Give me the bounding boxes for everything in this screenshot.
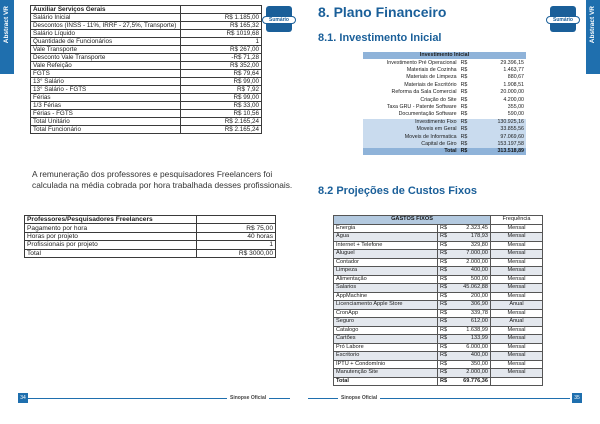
item-value: 97.069,60 [481, 133, 526, 140]
table-row [31, 102, 262, 110]
table-row [31, 22, 262, 30]
cost-frequency: Mensal [491, 258, 543, 267]
row-value: R$ 267,00 [181, 46, 262, 54]
row-label: Salário Inicial [31, 14, 181, 22]
row-value: R$ 33,00 [181, 102, 262, 110]
cost-value: 350,00 [452, 360, 491, 369]
currency: R$ [438, 360, 452, 369]
row-value: R$ 3000,00 [197, 249, 276, 257]
table-row [334, 258, 543, 267]
row-label: Total Unitário [31, 118, 181, 126]
row-value: R$ 99,00 [181, 78, 262, 86]
currency: R$ [459, 148, 481, 155]
table-row [31, 54, 262, 62]
table-row [363, 141, 526, 148]
table-row [334, 250, 543, 259]
row-label: Professores/Pesquisadores Freelancers [25, 216, 197, 224]
item-value: 130.925,16 [481, 119, 526, 126]
cost-value: 1.638,99 [452, 326, 491, 335]
row-label: Vale Transporte [31, 46, 181, 54]
table-row [31, 62, 262, 70]
item-name: Materiais de Escritório [404, 81, 457, 88]
cost-frequency: Mensal [491, 309, 543, 318]
item-value: 313.518,89 [481, 148, 526, 155]
row-label: 1/3 Férias [31, 102, 181, 110]
item-name: Investimento Pré Operacional [386, 59, 457, 66]
table-row [334, 292, 543, 301]
table-row [334, 284, 543, 293]
item-value: 1.908,51 [503, 81, 524, 88]
cost-value: 178,93 [452, 233, 491, 242]
item-value: 1.463,77 [503, 67, 524, 74]
cost-frequency: Mensal [491, 326, 543, 335]
table-header: GASTOS FIXOS [334, 216, 491, 225]
currency: R$ [438, 224, 452, 233]
left-footer [0, 393, 300, 405]
row-label: Vale Refeição [31, 62, 181, 70]
currency: R$ [460, 59, 468, 66]
item-name: Moveis em Geral [363, 126, 459, 133]
table-row [334, 275, 543, 284]
cost-name: Escritorio [334, 352, 438, 361]
currency: R$ [459, 141, 481, 148]
side-tab-label: Abstract VR [589, 6, 596, 44]
table-row [31, 86, 262, 94]
cost-value: 2.323,45 [452, 224, 491, 233]
currency: R$ [438, 335, 452, 344]
cost-value: 2.000,00 [452, 258, 491, 267]
currency: R$ [438, 241, 452, 250]
row-label: Total Funcionário [31, 126, 181, 134]
currency: R$ [438, 267, 452, 276]
table-row [31, 78, 262, 86]
currency: R$ [438, 250, 452, 259]
table-row [31, 126, 262, 134]
row-value: R$ 1.185,00 [181, 14, 262, 22]
cost-frequency: Anual [491, 318, 543, 327]
cost-name: CronApp [334, 309, 438, 318]
table-row [25, 249, 276, 257]
row-value: R$ 7,92 [181, 86, 262, 94]
table-row [31, 110, 262, 118]
cost-value: 400,00 [452, 352, 491, 361]
row-value [197, 216, 276, 224]
table-row [334, 335, 543, 344]
cost-name: Internet + Telefone [334, 241, 438, 250]
cost-frequency: Mensal [491, 267, 543, 276]
currency: R$ [460, 67, 468, 74]
currency: R$ [438, 258, 452, 267]
cost-value: 200,00 [452, 292, 491, 301]
item-value: 153.197,58 [481, 141, 526, 148]
cost-value: 6.000,00 [452, 343, 491, 352]
table-row [334, 318, 543, 327]
cost-value: 45.062,88 [452, 284, 491, 293]
row-label: Descontos (INSS - 11%, IRRF - 27,5%, Transporte) [31, 22, 181, 30]
cost-name: Pró Labore [334, 343, 438, 352]
table-row [31, 6, 262, 14]
item-value: 20.000,00 [500, 89, 524, 96]
cost-name: AppMachine [334, 292, 438, 301]
row-value [181, 6, 262, 14]
currency: R$ [438, 318, 452, 327]
row-value: R$ 165,32 [181, 22, 262, 30]
cost-frequency [491, 377, 543, 386]
cost-frequency: Mensal [491, 250, 543, 259]
cost-frequency: Mensal [491, 275, 543, 284]
item-value: 355,00 [507, 104, 524, 111]
summary-button[interactable] [550, 6, 576, 32]
row-label: 13° Salário - FGTS [31, 86, 181, 94]
currency: R$ [438, 377, 452, 386]
table-row [334, 343, 543, 352]
row-value: R$ 352,00 [181, 62, 262, 70]
table-row [25, 216, 276, 224]
cost-frequency: Mensal [491, 292, 543, 301]
row-value: R$ 10,56 [181, 110, 262, 118]
cost-value: 339,78 [452, 309, 491, 318]
cost-frequency: Mensal [491, 284, 543, 293]
currency: R$ [438, 309, 452, 318]
item-name: Moveis de Informatica [363, 133, 459, 140]
item-name: Investimento Fixo [363, 119, 459, 126]
table-row [334, 326, 543, 335]
right-footer [300, 393, 600, 405]
cost-name: Catalogo [334, 326, 438, 335]
fixed-costs-table [333, 215, 543, 386]
side-tab [586, 0, 600, 74]
side-tab [0, 0, 14, 74]
item-value: 880,67 [507, 74, 524, 81]
currency: R$ [438, 326, 452, 335]
row-label: Férias - FGTS [31, 110, 181, 118]
cost-name: Salarios [334, 284, 438, 293]
table-row [363, 59, 526, 66]
page-number: 35 [572, 393, 582, 403]
row-label: Salário Líquido [31, 30, 181, 38]
table-row [25, 241, 276, 249]
cost-value: 329,80 [452, 241, 491, 250]
table-row [31, 30, 262, 38]
cost-name: Limpeza [334, 267, 438, 276]
currency: R$ [438, 292, 452, 301]
table-row [363, 111, 526, 118]
row-value: R$ 79,64 [181, 70, 262, 78]
table-row [334, 233, 543, 242]
row-value: R$ 2.165,24 [181, 118, 262, 126]
cost-name: Energia [334, 224, 438, 233]
currency: R$ [460, 96, 468, 103]
item-value: 4.200,00 [503, 96, 524, 103]
currency: R$ [438, 233, 452, 242]
table-row [31, 118, 262, 126]
cost-frequency: Mensal [491, 233, 543, 242]
currency: R$ [438, 343, 452, 352]
currency: R$ [459, 133, 481, 140]
row-value: R$ 1019,68 [181, 30, 262, 38]
row-label: Horas por projeto [25, 232, 197, 240]
row-value: 1 [197, 241, 276, 249]
item-name: Capital de Giro [363, 141, 459, 148]
side-tab-label: Abstract VR [3, 6, 10, 44]
currency: R$ [438, 275, 452, 284]
row-value: -R$ 71,28 [181, 54, 262, 62]
currency: R$ [459, 119, 481, 126]
row-value: R$ 99,00 [181, 94, 262, 102]
cost-value: 306,90 [452, 301, 491, 310]
table-row [31, 14, 262, 22]
cost-name: Cartões [334, 335, 438, 344]
table-header: Investimento Inicial [363, 52, 526, 59]
cost-frequency: Mensal [491, 335, 543, 344]
cost-name: IPTU + Condomínio [334, 360, 438, 369]
table-row [363, 119, 526, 126]
item-name: Materiais de Limpeza [406, 74, 457, 81]
table-row [363, 104, 526, 111]
table-row [363, 126, 526, 133]
currency: R$ [438, 301, 452, 310]
row-label: Desconto Vale Transporte [31, 54, 181, 62]
freelancers-table [24, 215, 276, 258]
table-row [363, 96, 526, 103]
table-row [363, 74, 526, 81]
row-label: 13° Salário [31, 78, 181, 86]
table-row [363, 148, 526, 155]
cost-name: Contador [334, 258, 438, 267]
table-row [31, 70, 262, 78]
auxiliar-servicos-table [30, 5, 262, 134]
table-row [31, 94, 262, 102]
cost-value: 400,00 [452, 267, 491, 276]
item-value: 33.855,56 [481, 126, 526, 133]
item-name: Reforma da Sala Comercial [391, 89, 457, 96]
item-name: Criação do Site [420, 96, 457, 103]
table-row [363, 133, 526, 140]
cost-name: Manutenção Site [334, 369, 438, 378]
currency: R$ [438, 284, 452, 293]
row-label: Quantidade de Funcionários [31, 38, 181, 46]
table-row [363, 82, 526, 89]
cost-name: Seguro [334, 318, 438, 327]
cost-frequency: Mensal [491, 241, 543, 250]
row-label: Total [25, 249, 197, 257]
initial-investment-table [363, 52, 526, 155]
section-heading-investment: 8.1. Investimento Inicial [318, 32, 442, 44]
summary-label: Sumário [262, 16, 296, 24]
summary-label: Sumário [546, 16, 580, 24]
table-row [334, 267, 543, 276]
row-value: R$ 2.165,24 [181, 126, 262, 134]
cost-value: 500,00 [452, 275, 491, 284]
table-row [25, 232, 276, 240]
cost-frequency: Mensal [491, 369, 543, 378]
table-row [334, 309, 543, 318]
cost-name: Total [334, 377, 438, 386]
currency: R$ [460, 89, 468, 96]
remuneration-paragraph: A remuneração dos professores e pesquisadores Freelancers foi calculada na média cobrada por hora trabalhada desses profissionais. [32, 169, 293, 190]
cost-value: 7.000,00 [452, 250, 491, 259]
footer-title: Sinopse Oficial [227, 395, 269, 401]
section-heading-fixed-costs: 8.2 Projeções de Custos Fixos [318, 185, 477, 197]
item-name: Taxa GRU - Patente Software [386, 104, 457, 111]
currency: R$ [460, 74, 468, 81]
cost-frequency: Mensal [491, 352, 543, 361]
table-row [334, 224, 543, 233]
item-value: 590,00 [507, 111, 524, 118]
table-row [363, 67, 526, 74]
cost-frequency: Mensal [491, 360, 543, 369]
table-row [334, 360, 543, 369]
summary-button[interactable] [266, 6, 292, 32]
table-row [334, 301, 543, 310]
cost-frequency: Anual [491, 301, 543, 310]
currency: R$ [438, 369, 452, 378]
currency: R$ [438, 352, 452, 361]
cost-value: 2.000,00 [452, 369, 491, 378]
footer-title: Sinopse Oficial [338, 395, 380, 401]
table-row [334, 241, 543, 250]
row-label: FGTS [31, 70, 181, 78]
page-number: 34 [18, 393, 28, 403]
cost-value: 69.776,36 [452, 377, 491, 386]
table-row [25, 224, 276, 232]
table-row [334, 352, 543, 361]
frequency-header: Frequência [491, 216, 543, 225]
item-value: 29.396,15 [500, 59, 524, 66]
cost-frequency: Mensal [491, 224, 543, 233]
cost-name: Agua [334, 233, 438, 242]
table-row [363, 89, 526, 96]
table-row [334, 369, 543, 378]
row-label: Auxiliar Serviços Gerais [31, 6, 181, 14]
row-value: 1 [181, 38, 262, 46]
row-label: Pagamento por hora [25, 224, 197, 232]
cost-name: Alimentação [334, 275, 438, 284]
currency: R$ [460, 81, 468, 88]
currency: R$ [460, 111, 468, 118]
row-label: Férias [31, 94, 181, 102]
row-label: Profissionais por projeto [25, 241, 197, 249]
table-row [31, 46, 262, 54]
cost-value: 133,99 [452, 335, 491, 344]
cost-frequency: Mensal [491, 343, 543, 352]
item-name: Materiais de Cozinha [406, 67, 457, 74]
cost-name: Aluguel [334, 250, 438, 259]
item-name: Documentação Software [398, 111, 457, 118]
page-title: 8. Plano Financeiro [318, 4, 447, 20]
table-row [334, 377, 543, 386]
item-name: Total [363, 148, 459, 155]
currency: R$ [460, 104, 468, 111]
currency: R$ [459, 126, 481, 133]
row-value: 40 horas [197, 232, 276, 240]
row-value: R$ 75,00 [197, 224, 276, 232]
cost-name: Licenciamento Apple Store [334, 301, 438, 310]
cost-value: 612,00 [452, 318, 491, 327]
table-row [31, 38, 262, 46]
